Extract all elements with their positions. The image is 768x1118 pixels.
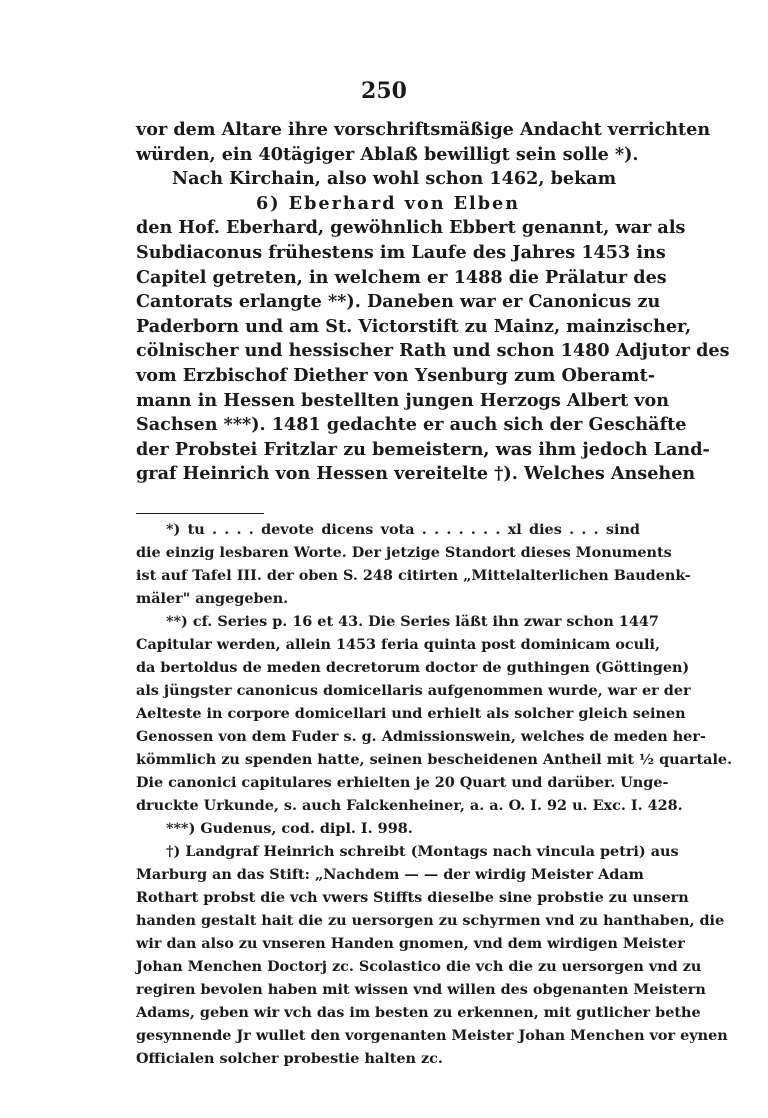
- text-line: Nach Kirchain, also wohl schon 1462, bekam: [172, 168, 617, 190]
- footnote-line: handen gestalt hait die zu uersorgen zu schyrmen vnd zu hanthaben, die: [136, 912, 725, 929]
- footnote-line: regiren bevolen haben mit wissen vnd willen des obgenanten Meistern: [136, 981, 706, 998]
- footnote-line: druckte Urkunde, s. auch Falckenheiner, a. a. O. I. 92 u. Exc. I. 428.: [136, 797, 683, 814]
- section-heading: 6) Eberhard von Elben: [255, 192, 520, 214]
- text-line: Cantorats erlangte **). Daneben war er Canonicus zu: [136, 291, 661, 313]
- page-number: 250: [361, 78, 407, 104]
- footnote-line: ist auf Tafel III. der oben S. 248 citirten „Mittelalterlichen Baudenk-: [136, 567, 691, 584]
- footnote-line: kömmlich zu spenden hatte, seinen bescheidenen Antheil mit ½ quartale.: [136, 751, 733, 768]
- text-line: cölnischer und hessischer Rath und schon 1480 Adjutor des: [136, 340, 730, 362]
- footnote-line: Rothart probst die vch vwers Stiffts dieselbe sine probstie zu unsern: [136, 889, 689, 906]
- footnotes: [136, 518, 733, 1070]
- footnote-line: ***) Gudenus, cod. dipl. I. 998.: [166, 820, 413, 837]
- footnote-line: die einzig lesbaren Worte. Der jetzige Standort dieses Monuments: [136, 544, 672, 561]
- text-line: vom Erzbischof Diether von Ysenburg zum Oberamt-: [136, 364, 656, 386]
- text-line: Paderborn und am St. Victorstift zu Mainz, mainzischer,: [136, 315, 692, 337]
- main-text: [136, 118, 730, 487]
- text-line: vor dem Altare ihre vorschriftsmäßige Andacht verrichten: [136, 119, 711, 140]
- footnote-line: da bertoldus de meden decretorum doctor de guthingen (Göttingen): [136, 659, 690, 676]
- footnote-line: Johan Menchen Doctorj zc. Scolastico die vch die zu uersorgen vnd zu: [136, 958, 702, 975]
- text-line: Capitel getreten, in welchem er 1488 die Prälatur des: [136, 266, 667, 288]
- footnote-line: Adams, geben wir vch das im besten zu erkennen, mit gutlicher bethe: [136, 1004, 701, 1021]
- text-line: mann in Hessen bestellten jungen Herzogs Albert von: [136, 389, 669, 411]
- text-line: Subdiaconus frühestens im Laufe des Jahres 1453 ins: [136, 241, 666, 263]
- footnote-line: als jüngster canonicus domicellaris aufgenommen wurde, war er der: [136, 682, 691, 699]
- footnote-line: wir dan also zu vnseren Handen gnomen, vnd dem wirdigen Meister: [136, 935, 685, 952]
- footnote-line: Aelteste in corpore domicellari und erhielt als solcher gleich seinen: [136, 705, 686, 722]
- text-line: der Probstei Fritzlar zu bemeistern, was ihm jedoch Land-: [136, 438, 710, 460]
- footnote-line: *) tu . . . . devote dicens vota . . . . . . . xl dies . . . sind: [166, 521, 640, 538]
- footnote-line: gesynnende Jr wullet den vorgenanten Meister Johan Menchen vor eynen: [136, 1027, 728, 1044]
- footnote-divider: [136, 513, 264, 514]
- footnote-line: Die canonici capitulares erhielten je 20 Quart und darüber. Unge-: [136, 774, 669, 791]
- text-line: würden, ein 40tägiger Ablaß bewilligt sein solle *).: [136, 143, 639, 165]
- text-line: den Hof. Eberhard, gewöhnlich Ebbert genannt, war als: [136, 217, 686, 239]
- footnote-line: Marburg an das Stift: „Nachdem — — der wirdig Meister Adam: [136, 866, 644, 883]
- footnote-line: Officialen solcher probestie halten zc.: [136, 1050, 443, 1067]
- text-line: Sachsen ***). 1481 gedachte er auch sich der Geschäfte: [136, 414, 687, 436]
- footnote-line: Genossen von dem Fuder s. g. Admissionswein, welches de meden her-: [136, 728, 706, 745]
- footnote-line: mäler" angegeben.: [136, 590, 289, 607]
- text-line: graf Heinrich von Hessen vereitelte †). Welches Ansehen: [136, 463, 696, 485]
- footnote-line: **) cf. Series p. 16 et 43. Die Series läßt ihn zwar schon 1447: [166, 613, 659, 630]
- footnote-line: †) Landgraf Heinrich schreibt (Montags nach vincula petri) aus: [166, 843, 679, 860]
- footnote-line: Capitular werden, allein 1453 feria quinta post dominicam oculi,: [136, 636, 661, 653]
